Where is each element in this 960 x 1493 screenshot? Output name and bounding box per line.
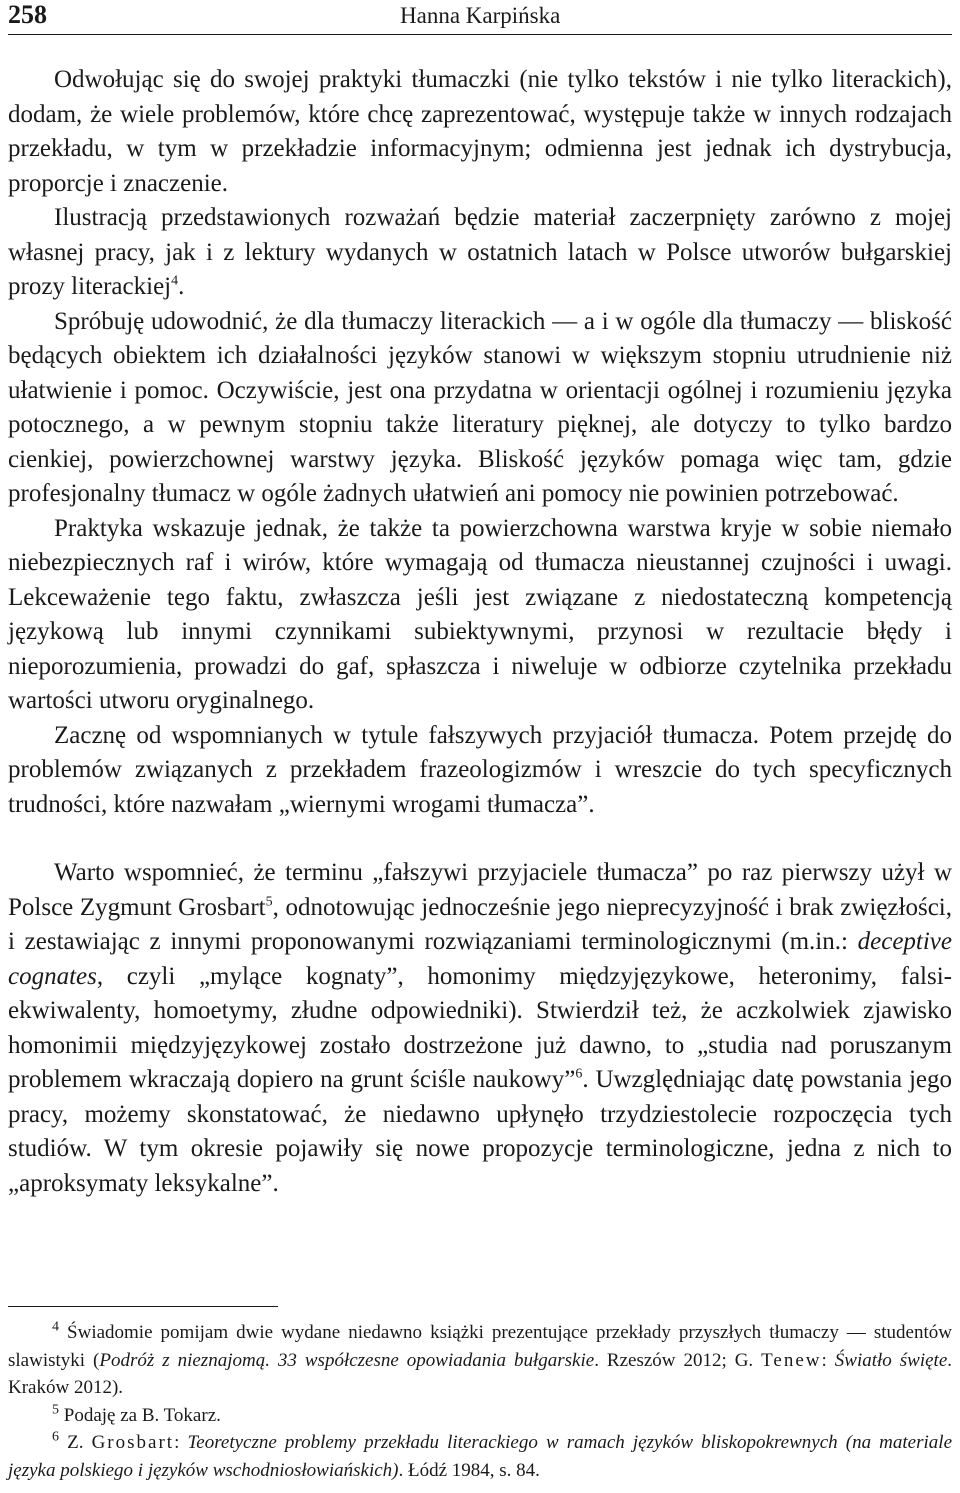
- footnote-text: Świadomie pomijam dwie wydane niedawno książki prezentujące przekłady przyszłych tłumaczy — studentów slawistyki (: [8, 1322, 952, 1371]
- paragraph-5: [8, 719, 952, 823]
- footnote-ref-6[interactable]: 6: [575, 1066, 583, 1082]
- footnote-italic-title: Teoretyczne problemy przekładu literackiego w ramach języków bliskopokrewnych (na materiale języka polskiego i języków wschodniosłowiańskich): [8, 1432, 952, 1481]
- paragraph-4: [8, 512, 952, 719]
- footnote-separator: [8, 1306, 278, 1307]
- main-text: [8, 63, 952, 1201]
- page-header: [8, 0, 952, 35]
- paragraph-text: Odwołując się do swojej praktyki tłumaczki (nie tylko tekstów i nie tylko literackich), dodam, że wiele problemów, które chcę zaprezentować, występuje także w innych rodzajach przekładu, w tym w przekładzie informacyjnym; odmienna jest jednak ich dystrybucja, proporcje i znaczenie.: [8, 66, 952, 197]
- paragraph-text: Spróbuję udowodnić, że dla tłumaczy literackich — a i w ogóle dla tłumaczy — bliskość będących obiektem ich działalności języków stanowi w większym stopniu utrudnienie niż ułatwienie i pomoc. Oczywiście, jest ona przydatna w orientacji ogólnej i rozumieniu języka potocznego, a w pewnym stopniu także literatury pięknej, ale dotyczy to tylko bardzo cienkiej, powierzchownej warstwy języka. Bliskość języków pomaga więc tam, gdzie profesjonalny tłumacz w ogóle żadnych ułatwień ani pomocy nie powinien potrzebować.: [8, 307, 952, 507]
- paragraph-6: [8, 856, 952, 1201]
- footnote-number: 5: [52, 1402, 59, 1418]
- footnote-number: 6: [52, 1429, 59, 1445]
- footnote-italic-title: Podróż z nieznajomą. 33 współczesne opowiadania bułgarskie: [99, 1349, 595, 1371]
- footnote-ref-5[interactable]: 5: [265, 894, 273, 910]
- footnote-author-name: Tenew: [761, 1349, 822, 1371]
- paragraph-3: [8, 305, 952, 512]
- footnote-author-name: Grosbart: [91, 1432, 175, 1453]
- footnote-4: [8, 1319, 952, 1402]
- paragraph-text-end: .: [178, 273, 185, 300]
- footnote-text: :: [174, 1432, 188, 1453]
- footnote-text: Podaję za B. Tokarz.: [63, 1404, 221, 1426]
- footnote-6: [8, 1429, 952, 1484]
- page-number: 258: [8, 0, 47, 29]
- footnote-text: :: [821, 1349, 835, 1371]
- running-head-author: Hanna Karpińska: [400, 3, 561, 28]
- paragraph-text: Ilustracją przedstawionych rozważań będzie materiał zaczerpnięty zarówno z mojej własnej pracy, jak i z lektury wydanych w ostatnich latach w Polsce utworów bułgarskiej prozy literackiej: [8, 204, 952, 300]
- italic-term: deceptive cognates: [8, 928, 952, 990]
- footnote-text: . Rzeszów 2012; G.: [594, 1349, 762, 1371]
- footnote-italic-title: Światło święte: [834, 1349, 948, 1371]
- paragraph-text: , odnotowując jednocześnie jego nieprecyzyjność i brak zwięzłości, i zestawiając z innymi proponowanymi rozwiązaniami terminologicznymi (m.in.:: [8, 893, 952, 955]
- footnote-text: . Łódź 1984, s. 84.: [398, 1459, 540, 1481]
- footnote-ref-4[interactable]: 4: [171, 273, 179, 289]
- footnotes: [8, 1319, 952, 1484]
- paragraph-2: [8, 201, 952, 305]
- paragraph-1: [8, 63, 952, 201]
- paragraph-text: Warto wspomnieć, że terminu „fałszywi przyjaciele tłumacza” po raz pierwszy użył w Polsce Zygmunt Grosbart: [8, 859, 952, 921]
- footnote-5: [8, 1402, 952, 1430]
- paragraph-text: Praktyka wskazuje jednak, że także ta powierzchowna warstwa kryje w sobie niemało niebezpiecznych raf i wirów, które wymagają od tłumacza nieustannej czujności i uwagi. Lekceważenie tego faktu, zwłaszcza jeśli jest związane z niedostateczną kompetencją językową lub innymi czynnikami subiektywnymi, przynosi w rezultacie błędy i nieporozumienia, prowadzi do gaf, spłaszcza i niweluje w odbiorze czytelnika przekładu wartości utworu oryginalnego.: [8, 514, 952, 714]
- paragraph-text: . Uwzględniając datę powstania jego pracy, możemy skonstatować, że niedawno upłynęło trzydziestolecie rozpoczęcia tych studiów. W tym okresie pojawiły się nowe propozycje terminologiczne, jedna z nich to „aproksymaty leksykalne”.: [8, 1066, 952, 1197]
- footnote-text: . Kraków 2012).: [8, 1349, 952, 1398]
- footnote-text: Z.: [67, 1432, 92, 1453]
- footnote-number: 4: [52, 1319, 59, 1335]
- paragraph-text: , czyli „mylące kognaty”, homonimy międzyjęzykowe, heteronimy, falsi-ekwiwalenty, homoetymy, złudne odpowiedniki). Stwierdził też, że aczkolwiek zjawisko homonimii międzyjęzykowej zostało dostrzeżone już dawno, to „studia nad poruszanym problemem wkraczają dopiero na grunt ściśle naukowy”: [8, 962, 952, 1093]
- paragraph-text: Zacznę od wspomnianych w tytule fałszywych przyjaciół tłumacza. Potem przejdę do problemów związanych z przekładem frazeologizmów i wreszcie do tych specyficznych trudności, które nazwałam „wiernymi wrogami tłumacza”.: [8, 721, 952, 818]
